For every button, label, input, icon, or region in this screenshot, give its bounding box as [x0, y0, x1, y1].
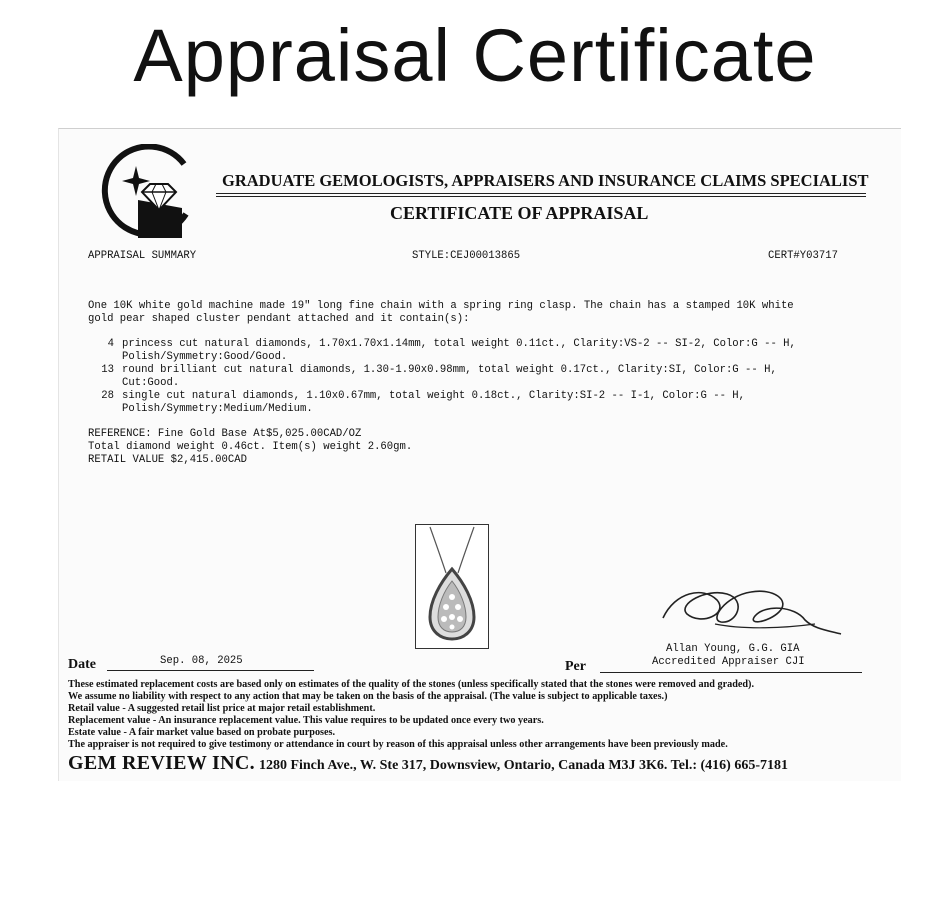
pendant-image: [416, 525, 488, 648]
diamond-logo-icon: [98, 144, 192, 242]
pendant-photo: [415, 524, 489, 649]
disclaimer-line: Estate value - A fair market value based on probate purposes.: [68, 727, 336, 738]
certificate-title: CERTIFICATE OF APPRAISAL: [390, 203, 649, 223]
date-line: [107, 670, 314, 671]
stone-detail: Polish/Symmetry:Medium/Medium.: [122, 403, 313, 415]
stone-detail: princess cut natural diamonds, 1.70x1.70x1.14mm, total weight 0.11ct., Clarity:VS-2 -- SI-2, Color:G -- H,: [122, 338, 796, 350]
stone-count: 28: [101, 390, 114, 402]
company-address: 1280 Finch Ave., W. Ste 317, Downsview, Ontario, Canada M3J 3K6. Tel.: (416) 665-7181: [258, 758, 788, 773]
stone-detail: single cut natural diamonds, 1.10x0.67mm, total weight 0.18ct., Clarity:SI-2 -- I-1, Color:G -- H,: [122, 390, 746, 402]
per-label: Per: [565, 659, 586, 674]
header-rule: [216, 196, 866, 197]
certificate-number: CERT#Y03717: [768, 250, 838, 262]
stone-detail: Polish/Symmetry:Good/Good.: [122, 351, 288, 363]
header-rule: [216, 193, 866, 194]
stone-count: 13: [101, 364, 114, 376]
description-line: gold pear shaped cluster pendant attached and it contain(s):: [88, 313, 470, 325]
company-name: GEM REVIEW INC.: [68, 752, 255, 774]
company-footer: [68, 752, 788, 775]
appraiser-accreditation: Accredited Appraiser CJI: [652, 656, 805, 668]
disclaimer-line: Replacement value - An insurance replacement value. This value requires to be updated once every two years.: [68, 715, 544, 726]
retail-value: RETAIL VALUE $2,415.00CAD: [88, 454, 247, 466]
appraiser-name: Allan Young, G.G. GIA: [666, 643, 800, 655]
description-line: One 10K white gold machine made 19" long fine chain with a spring ring clasp. The chain has a stamped 10K white: [88, 300, 794, 312]
disclaimer-line: These estimated replacement costs are based only on estimates of the quality of the stones (unless specifically stated that the stones were removed and graded).: [68, 679, 754, 690]
summary-label: APPRAISAL SUMMARY: [88, 250, 197, 262]
stone-detail: Cut:Good.: [122, 377, 180, 389]
stone-count: 4: [107, 338, 114, 350]
disclaimer-line: Retail value - A suggested retail list price at major retail establishment.: [68, 703, 376, 714]
stone-detail: round brilliant cut natural diamonds, 1.30-1.90x0.98mm, total weight 0.17ct., Clarity:SI, Color:G -- H,: [122, 364, 777, 376]
organization-title: GRADUATE GEMOLOGISTS, APPRAISERS AND INSURANCE CLAIMS SPECIALIST: [222, 171, 869, 190]
page-heading: Appraisal Certificate: [133, 14, 817, 97]
appraiser-signature: [655, 578, 850, 640]
style-number: STYLE:CEJ00013865: [412, 250, 521, 262]
signature-line: [600, 672, 862, 673]
date-label: Date: [68, 657, 96, 672]
date-value: Sep. 08, 2025: [160, 655, 243, 667]
weight-line: Total diamond weight 0.46ct. Item(s) weight 2.60gm.: [88, 441, 413, 453]
reference-line: REFERENCE: Fine Gold Base At$5,025.00CAD/OZ: [88, 428, 362, 440]
disclaimer-line: The appraiser is not required to give testimony or attendance in court by reason of this appraisal unless other arrangements have been previously made.: [68, 739, 728, 750]
disclaimer-line: We assume no liability with respect to any action that may be taken on the basis of the appraisal. (The value is subject to applicable taxes.): [68, 691, 668, 702]
